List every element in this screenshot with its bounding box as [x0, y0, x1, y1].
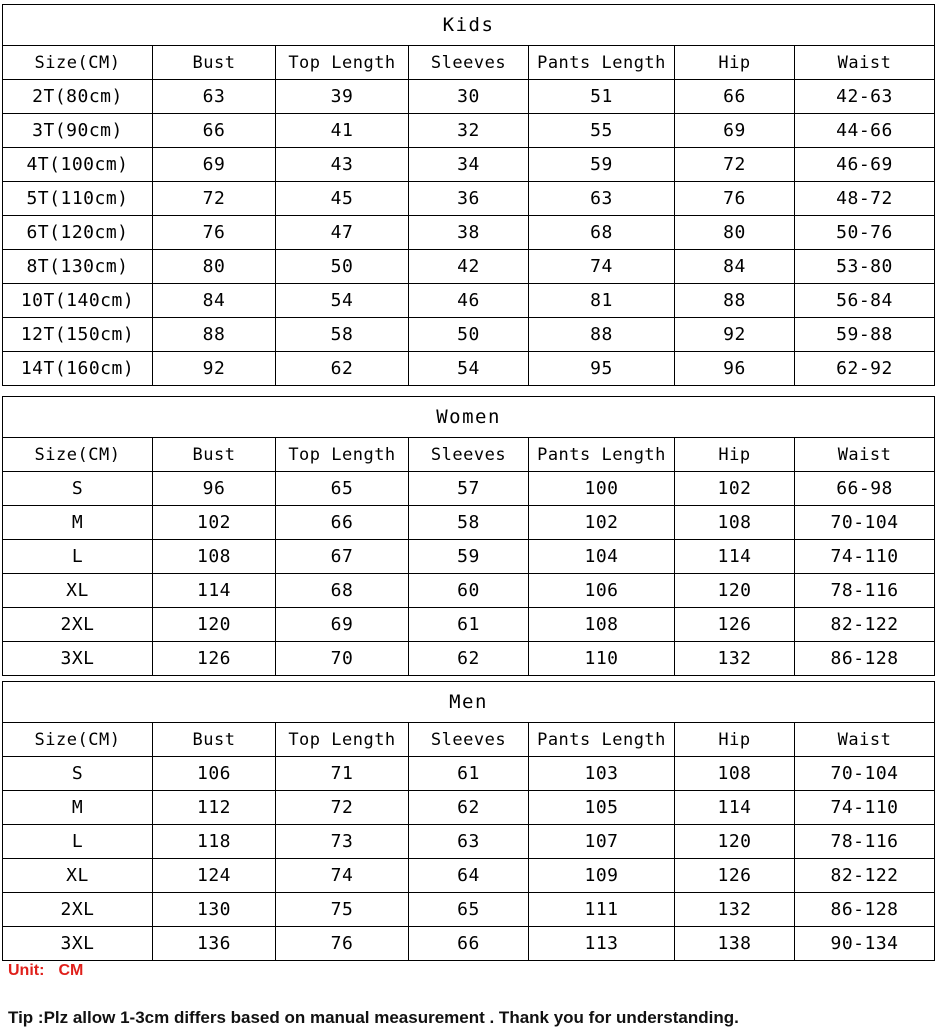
measurement-cell: 107 [529, 825, 675, 859]
measurement-cell: 47 [276, 216, 409, 250]
measurement-cell: 102 [675, 472, 795, 506]
section-title: Kids [3, 5, 935, 46]
measurement-cell: 96 [153, 472, 276, 506]
size-cell: 2XL [3, 608, 153, 642]
measurement-cell: 65 [276, 472, 409, 506]
measurement-cell: 66 [675, 80, 795, 114]
measurement-cell: 113 [529, 927, 675, 961]
measurement-cell: 41 [276, 114, 409, 148]
measurement-cell: 42-63 [795, 80, 935, 114]
measurement-cell: 80 [153, 250, 276, 284]
measurement-cell: 39 [276, 80, 409, 114]
column-header: Sleeves [409, 46, 529, 80]
table-row [3, 642, 935, 676]
size-cell: 2T(80cm) [3, 80, 153, 114]
measurement-cell: 48-72 [795, 182, 935, 216]
measurement-cell: 68 [276, 574, 409, 608]
table-row [3, 506, 935, 540]
measurement-cell: 130 [153, 893, 276, 927]
measurement-cell: 54 [409, 352, 529, 386]
column-header: Waist [795, 46, 935, 80]
section-title: Women [3, 397, 935, 438]
measurement-cell: 62 [409, 642, 529, 676]
measurement-cell: 62 [276, 352, 409, 386]
measurement-cell: 114 [153, 574, 276, 608]
section-title-row [3, 5, 935, 46]
header-row [3, 723, 935, 757]
measurement-cell: 78-116 [795, 825, 935, 859]
table-row [3, 284, 935, 318]
table-row [3, 80, 935, 114]
measurement-cell: 80 [675, 216, 795, 250]
measurement-cell: 76 [276, 927, 409, 961]
size-cell: M [3, 506, 153, 540]
measurement-cell: 92 [153, 352, 276, 386]
measurement-cell: 66 [409, 927, 529, 961]
measurement-cell: 124 [153, 859, 276, 893]
measurement-cell: 66 [153, 114, 276, 148]
measurement-cell: 42 [409, 250, 529, 284]
measurement-cell: 120 [153, 608, 276, 642]
measurement-cell: 100 [529, 472, 675, 506]
size-cell: S [3, 757, 153, 791]
measurement-cell: 120 [675, 825, 795, 859]
measurement-cell: 126 [153, 642, 276, 676]
measurement-cell: 70 [276, 642, 409, 676]
measurement-cell: 114 [675, 791, 795, 825]
measurement-cell: 103 [529, 757, 675, 791]
column-header: Hip [675, 723, 795, 757]
measurement-cell: 61 [409, 608, 529, 642]
measurement-cell: 118 [153, 825, 276, 859]
measurement-cell: 66-98 [795, 472, 935, 506]
measurement-cell: 57 [409, 472, 529, 506]
measurement-cell: 126 [675, 608, 795, 642]
table-row [3, 148, 935, 182]
column-header: Sleeves [409, 723, 529, 757]
measurement-cell: 114 [675, 540, 795, 574]
measurement-cell: 90-134 [795, 927, 935, 961]
measurement-cell: 50 [276, 250, 409, 284]
table-row [3, 859, 935, 893]
column-header: Sleeves [409, 438, 529, 472]
measurement-cell: 108 [675, 506, 795, 540]
table-row [3, 352, 935, 386]
measurement-cell: 50-76 [795, 216, 935, 250]
measurement-cell: 88 [153, 318, 276, 352]
unit-value: CM [58, 962, 84, 979]
kids-size-table [2, 4, 935, 386]
measurement-cell: 55 [529, 114, 675, 148]
measurement-cell: 110 [529, 642, 675, 676]
size-cell: 5T(110cm) [3, 182, 153, 216]
measurement-cell: 59 [529, 148, 675, 182]
size-cell: XL [3, 859, 153, 893]
measurement-cell: 59-88 [795, 318, 935, 352]
measurement-cell: 73 [276, 825, 409, 859]
measurement-cell: 105 [529, 791, 675, 825]
measurement-cell: 44-66 [795, 114, 935, 148]
header-row [3, 438, 935, 472]
size-cell: 3XL [3, 642, 153, 676]
measurement-cell: 72 [276, 791, 409, 825]
table-row [3, 318, 935, 352]
unit-note [8, 962, 97, 980]
measurement-cell: 126 [675, 859, 795, 893]
size-cell: 10T(140cm) [3, 284, 153, 318]
size-cell: M [3, 791, 153, 825]
measurement-cell: 51 [529, 80, 675, 114]
measurement-cell: 65 [409, 893, 529, 927]
column-header: Size(CM) [3, 723, 153, 757]
size-cell: L [3, 825, 153, 859]
measurement-cell: 69 [153, 148, 276, 182]
measurement-cell: 88 [675, 284, 795, 318]
column-header: Waist [795, 723, 935, 757]
column-header: Size(CM) [3, 438, 153, 472]
measurement-cell: 108 [529, 608, 675, 642]
table-row [3, 182, 935, 216]
size-cell: 2XL [3, 893, 153, 927]
size-cell: 4T(100cm) [3, 148, 153, 182]
measurement-cell: 38 [409, 216, 529, 250]
size-cell: 14T(160cm) [3, 352, 153, 386]
column-header: Hip [675, 46, 795, 80]
section-title-row [3, 397, 935, 438]
measurement-cell: 84 [675, 250, 795, 284]
table-row [3, 791, 935, 825]
column-header: Pants Length [529, 723, 675, 757]
size-cell: 6T(120cm) [3, 216, 153, 250]
size-cell: 12T(150cm) [3, 318, 153, 352]
measurement-cell: 54 [276, 284, 409, 318]
size-cell: 8T(130cm) [3, 250, 153, 284]
table-row [3, 927, 935, 961]
measurement-cell: 46 [409, 284, 529, 318]
measurement-cell: 60 [409, 574, 529, 608]
measurement-cell: 72 [675, 148, 795, 182]
measurement-cell: 34 [409, 148, 529, 182]
measurement-cell: 132 [675, 642, 795, 676]
measurement-cell: 74-110 [795, 540, 935, 574]
measurement-cell: 58 [276, 318, 409, 352]
measurement-cell: 74 [276, 859, 409, 893]
measurement-cell: 67 [276, 540, 409, 574]
measurement-cell: 82-122 [795, 859, 935, 893]
column-header: Pants Length [529, 438, 675, 472]
measurement-cell: 59 [409, 540, 529, 574]
measurement-cell: 50 [409, 318, 529, 352]
measurement-cell: 84 [153, 284, 276, 318]
measurement-cell: 58 [409, 506, 529, 540]
measurement-cell: 78-116 [795, 574, 935, 608]
size-cell: XL [3, 574, 153, 608]
size-cell: 3XL [3, 927, 153, 961]
measurement-cell: 43 [276, 148, 409, 182]
table-row [3, 250, 935, 284]
measurement-cell: 92 [675, 318, 795, 352]
size-cell: 3T(90cm) [3, 114, 153, 148]
measurement-cell: 120 [675, 574, 795, 608]
table-row [3, 825, 935, 859]
section-title-row [3, 682, 935, 723]
measurement-cell: 76 [153, 216, 276, 250]
measurement-cell: 106 [529, 574, 675, 608]
measurement-cell: 96 [675, 352, 795, 386]
measurement-cell: 68 [529, 216, 675, 250]
table-row [3, 893, 935, 927]
header-row [3, 46, 935, 80]
measurement-cell: 69 [675, 114, 795, 148]
table-row [3, 114, 935, 148]
section-title: Men [3, 682, 935, 723]
measurement-cell: 32 [409, 114, 529, 148]
column-header: Pants Length [529, 46, 675, 80]
table-row [3, 608, 935, 642]
measurement-cell: 75 [276, 893, 409, 927]
men-size-table [2, 681, 935, 961]
measurement-cell: 109 [529, 859, 675, 893]
column-header: Top Length [276, 46, 409, 80]
measurement-cell: 72 [153, 182, 276, 216]
measurement-cell: 88 [529, 318, 675, 352]
measurement-cell: 108 [675, 757, 795, 791]
measurement-cell: 82-122 [795, 608, 935, 642]
measurement-cell: 111 [529, 893, 675, 927]
table-row [3, 757, 935, 791]
measurement-cell: 62 [409, 791, 529, 825]
measurement-cell: 106 [153, 757, 276, 791]
measurement-cell: 102 [529, 506, 675, 540]
column-header: Bust [153, 438, 276, 472]
women-size-table [2, 396, 935, 676]
table-row [3, 540, 935, 574]
measurement-cell: 70-104 [795, 757, 935, 791]
measurement-cell: 136 [153, 927, 276, 961]
column-header: Waist [795, 438, 935, 472]
measurement-cell: 74-110 [795, 791, 935, 825]
unit-label: Unit: [8, 962, 45, 979]
measurement-cell: 81 [529, 284, 675, 318]
measurement-cell: 64 [409, 859, 529, 893]
table-row [3, 472, 935, 506]
measurement-cell: 138 [675, 927, 795, 961]
measurement-cell: 63 [153, 80, 276, 114]
measurement-cell: 56-84 [795, 284, 935, 318]
measurement-cell: 30 [409, 80, 529, 114]
measurement-cell: 108 [153, 540, 276, 574]
column-header: Top Length [276, 438, 409, 472]
measurement-cell: 102 [153, 506, 276, 540]
measurement-cell: 104 [529, 540, 675, 574]
measurement-cell: 76 [675, 182, 795, 216]
measurement-cell: 71 [276, 757, 409, 791]
size-cell: S [3, 472, 153, 506]
column-header: Hip [675, 438, 795, 472]
size-cell: L [3, 540, 153, 574]
column-header: Bust [153, 723, 276, 757]
table-row [3, 216, 935, 250]
measurement-cell: 36 [409, 182, 529, 216]
measurement-cell: 63 [409, 825, 529, 859]
measurement-cell: 70-104 [795, 506, 935, 540]
column-header: Size(CM) [3, 46, 153, 80]
measurement-cell: 62-92 [795, 352, 935, 386]
measurement-cell: 69 [276, 608, 409, 642]
measurement-cell: 45 [276, 182, 409, 216]
table-row [3, 574, 935, 608]
measurement-cell: 86-128 [795, 642, 935, 676]
column-header: Bust [153, 46, 276, 80]
measurement-tip: Tip :Plz allow 1-3cm differs based on manual measurement . Thank you for understanding. [8, 1008, 739, 1027]
measurement-cell: 53-80 [795, 250, 935, 284]
measurement-cell: 46-69 [795, 148, 935, 182]
measurement-cell: 86-128 [795, 893, 935, 927]
column-header: Top Length [276, 723, 409, 757]
measurement-cell: 63 [529, 182, 675, 216]
measurement-cell: 112 [153, 791, 276, 825]
measurement-cell: 74 [529, 250, 675, 284]
measurement-cell: 61 [409, 757, 529, 791]
measurement-cell: 132 [675, 893, 795, 927]
measurement-cell: 66 [276, 506, 409, 540]
measurement-cell: 95 [529, 352, 675, 386]
